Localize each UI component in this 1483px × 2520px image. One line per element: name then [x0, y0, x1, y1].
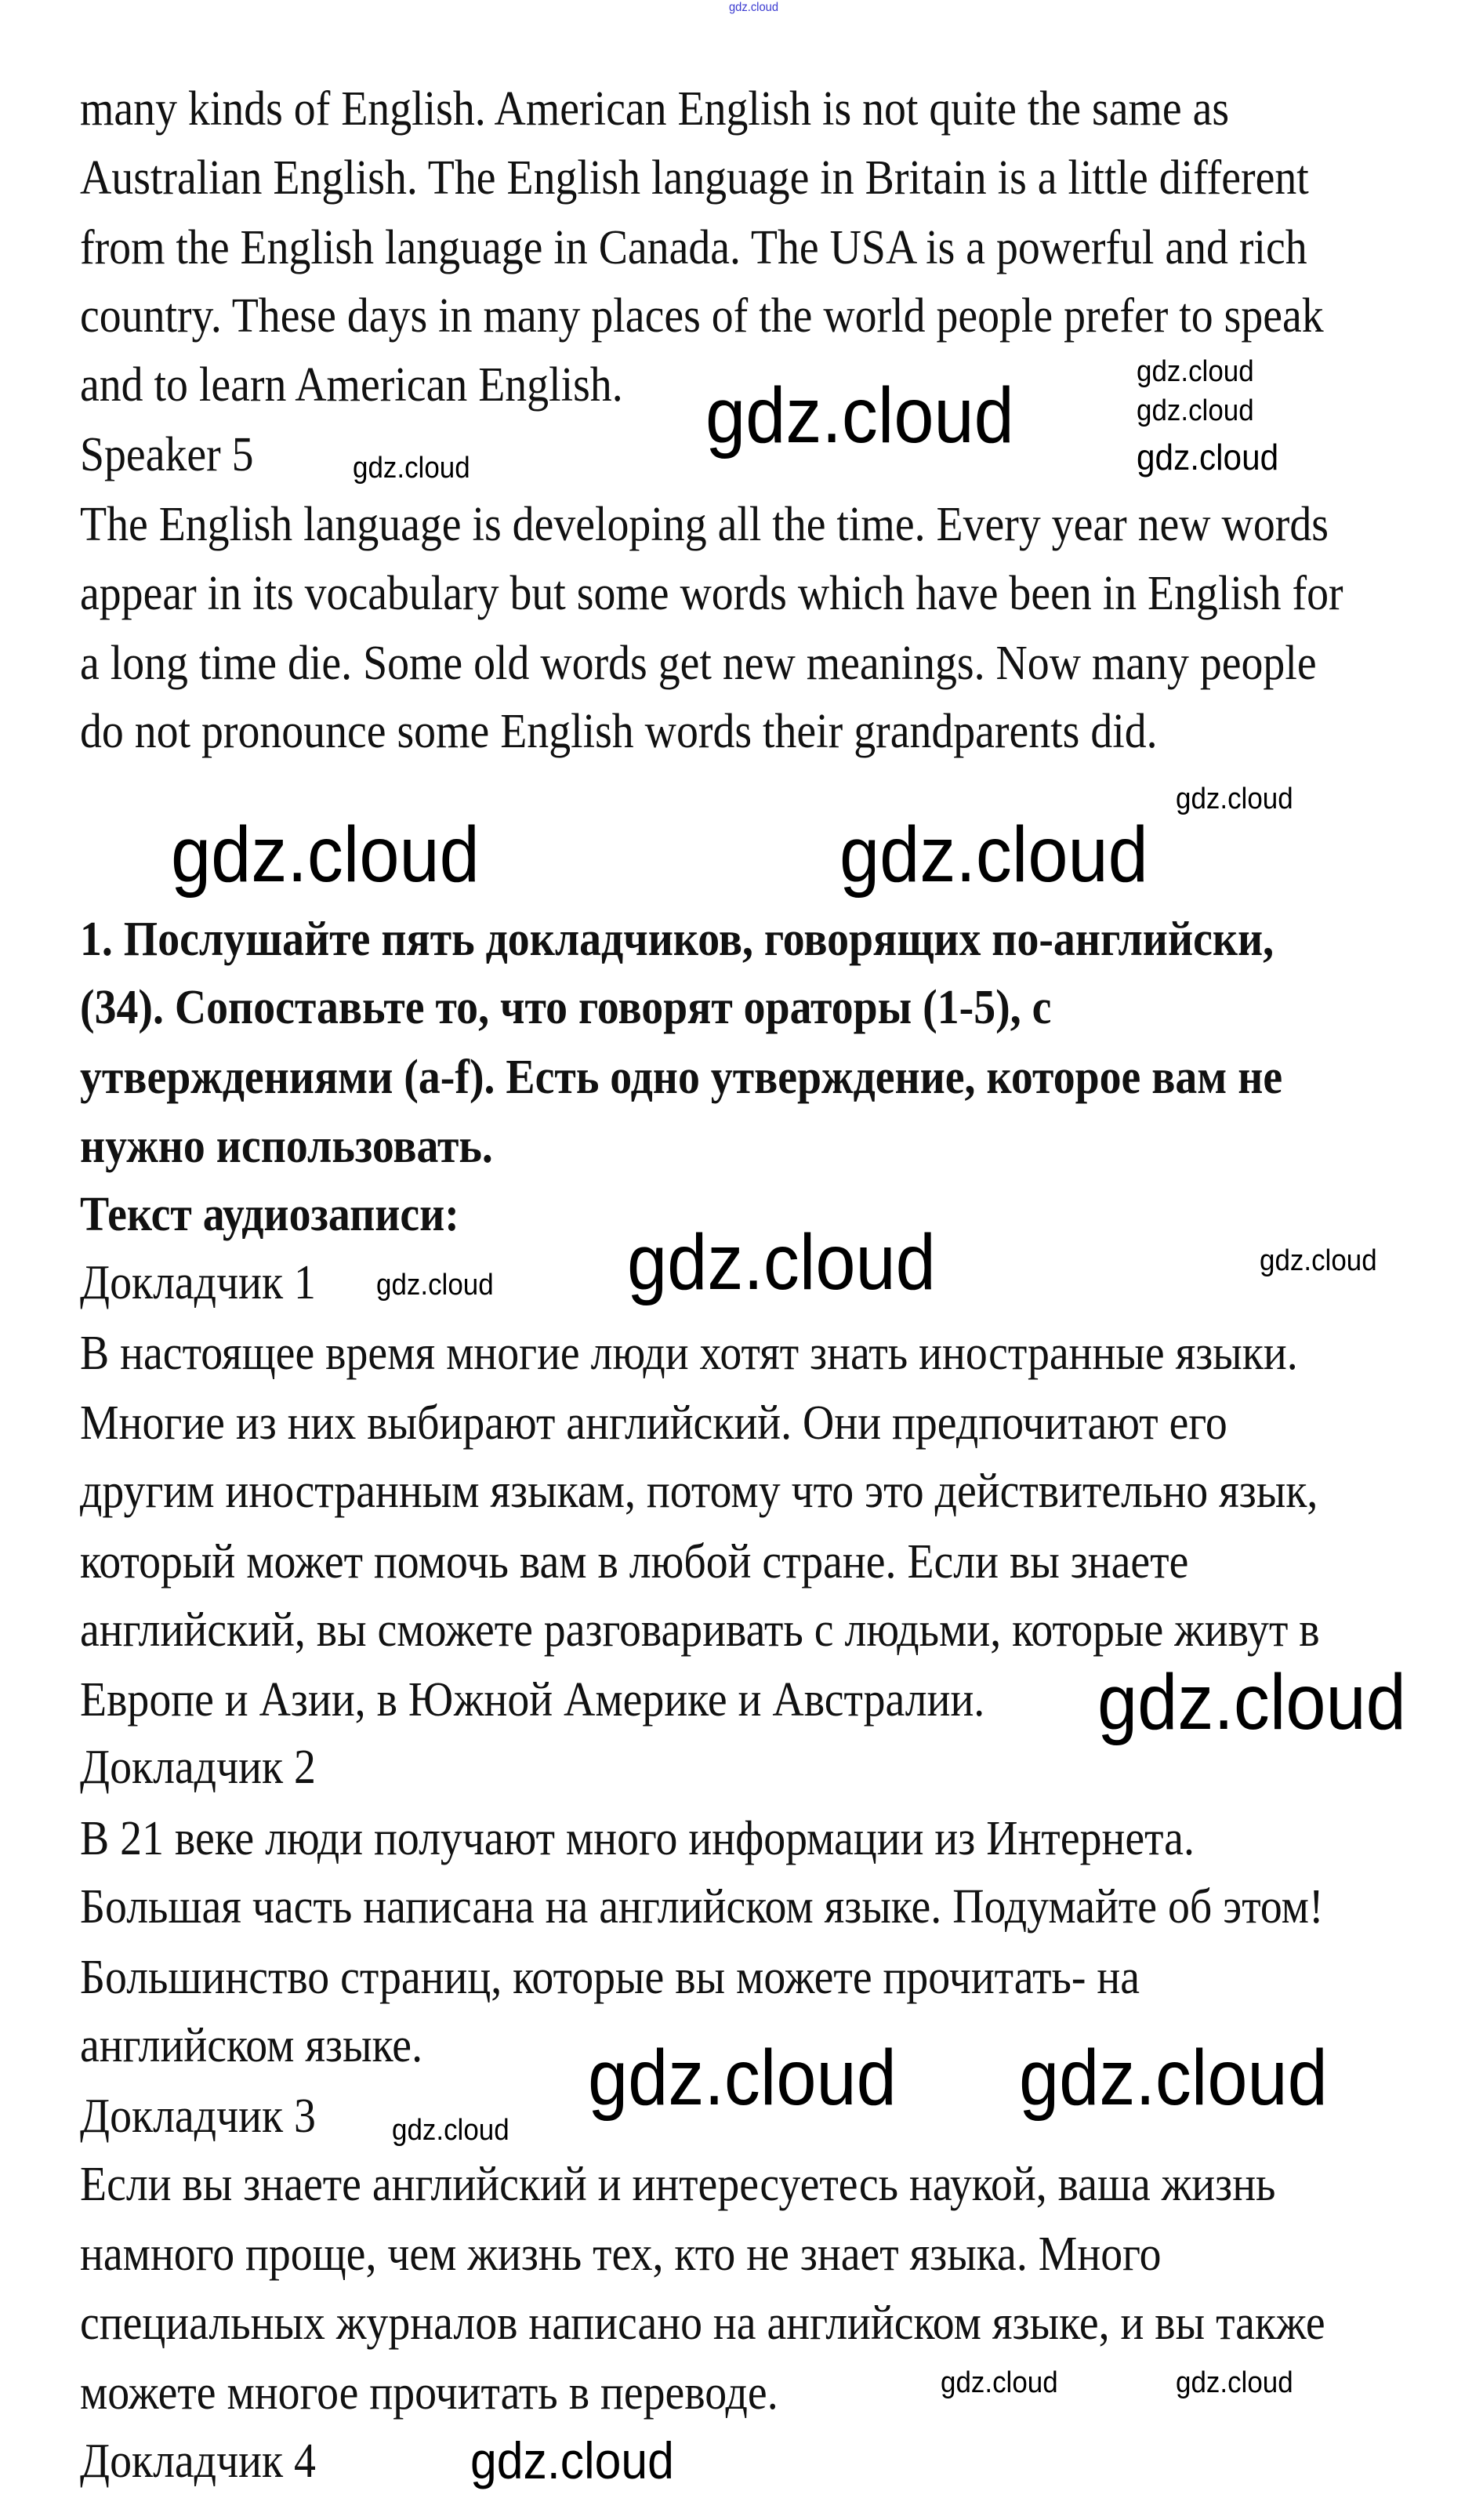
paragraph-line: The English language is developing all the time. Every year new words	[80, 498, 1329, 551]
watermark: gdz.cloud	[376, 1269, 494, 1302]
watermark: gdz.cloud	[392, 2114, 509, 2147]
watermark: gdz.cloud	[1176, 2366, 1293, 2399]
paragraph-line: специальных журналов написано на английском языке, и вы также	[80, 2297, 1325, 2350]
paragraph-line: many kinds of English. American English is not quite the same as	[80, 82, 1230, 136]
paragraph-line: намного проще, чем жизнь тех, кто не знает языка. Много	[80, 2228, 1162, 2281]
speaker-heading: Докладчик 1	[80, 1256, 316, 1309]
watermark: gdz.cloud	[839, 811, 1148, 899]
paragraph-line: Большинство страниц, которые вы можете прочитать- на	[80, 1951, 1140, 2004]
paragraph-line: from the English language in Canada. The USA is a powerful and rich	[80, 221, 1307, 274]
paragraph-line: можете многое прочитать в переводе.	[80, 2366, 778, 2420]
watermark: gdz.cloud	[1137, 394, 1254, 427]
watermark: gdz.cloud	[705, 372, 1014, 459]
transcript-heading: Текст аудиозаписи:	[80, 1188, 459, 1241]
paragraph-line: Если вы знаете английский и интересуетесь наукой, ваша жизнь	[80, 2158, 1276, 2211]
paragraph-line: country. These days in many places of the world people prefer to speak	[80, 289, 1324, 343]
paragraph-line: английском языке.	[80, 2019, 423, 2072]
paragraph-line: Australian English. The English language in Britain is a little different	[80, 151, 1309, 205]
watermark: gdz.cloud	[1137, 437, 1279, 477]
watermark: gdz.cloud	[588, 2034, 897, 2122]
paragraph-line: Большая часть написана на английском языке. Подумайте об этом!	[80, 1880, 1324, 1934]
watermark: gdz.cloud	[941, 2366, 1058, 2399]
paragraph-line: Многие из них выбирают английский. Они предпочитают его	[80, 1396, 1227, 1450]
header-watermark: gdz.cloud	[729, 1, 779, 14]
paragraph-line: английский, вы сможете разговаривать с людьми, которые живут в	[80, 1603, 1320, 1657]
speaker-heading: Докладчик 3	[80, 2090, 316, 2143]
watermark: gdz.cloud	[470, 2431, 674, 2489]
task-line: нужно использовать.	[80, 1120, 493, 1173]
paragraph-line: который может помочь вам в любой стране. Если вы знаете	[80, 1535, 1189, 1589]
watermark: gdz.cloud	[1260, 1244, 1377, 1277]
paragraph-line: appear in its vocabulary but some words which have been in English for	[80, 567, 1343, 620]
speaker-heading: Speaker 5	[80, 428, 254, 481]
paragraph-line: В 21 веке люди получают много информации из Интернета.	[80, 1812, 1195, 1865]
watermark: gdz.cloud	[1137, 355, 1254, 388]
watermark: gdz.cloud	[171, 811, 480, 899]
speaker-heading: Докладчик 2	[80, 1741, 316, 1794]
task-line: утверждениями (a-f). Есть одно утверждение, которое вам не	[80, 1051, 1283, 1104]
paragraph-line: Европе и Азии, в Южной Америке и Австралии.	[80, 1673, 985, 1727]
paragraph-line: a long time die. Some old words get new meanings. Now many people	[80, 637, 1317, 690]
watermark: gdz.cloud	[1176, 783, 1293, 815]
paragraph-line: В настоящее время многие люди хотят знать иностранные языки.	[80, 1327, 1298, 1380]
paragraph-line: do not pronounce some English words their grandparents did.	[80, 705, 1158, 758]
task-line: 1. Послушайте пять докладчиков, говорящих по-английски,	[80, 913, 1275, 966]
speaker-heading: Докладчик 4	[80, 2435, 316, 2488]
paragraph-line: and to learn American English.	[80, 358, 623, 412]
paragraph-line: другим иностранным языкам, потому что это действительно язык,	[80, 1465, 1318, 1518]
watermark: gdz.cloud	[353, 452, 470, 485]
watermark: gdz.cloud	[1097, 1658, 1406, 1746]
watermark: gdz.cloud	[627, 1218, 936, 1306]
watermark: gdz.cloud	[1019, 2034, 1328, 2122]
task-line: (34). Сопоставьте то, что говорят ораторы (1-5), с	[80, 981, 1052, 1034]
